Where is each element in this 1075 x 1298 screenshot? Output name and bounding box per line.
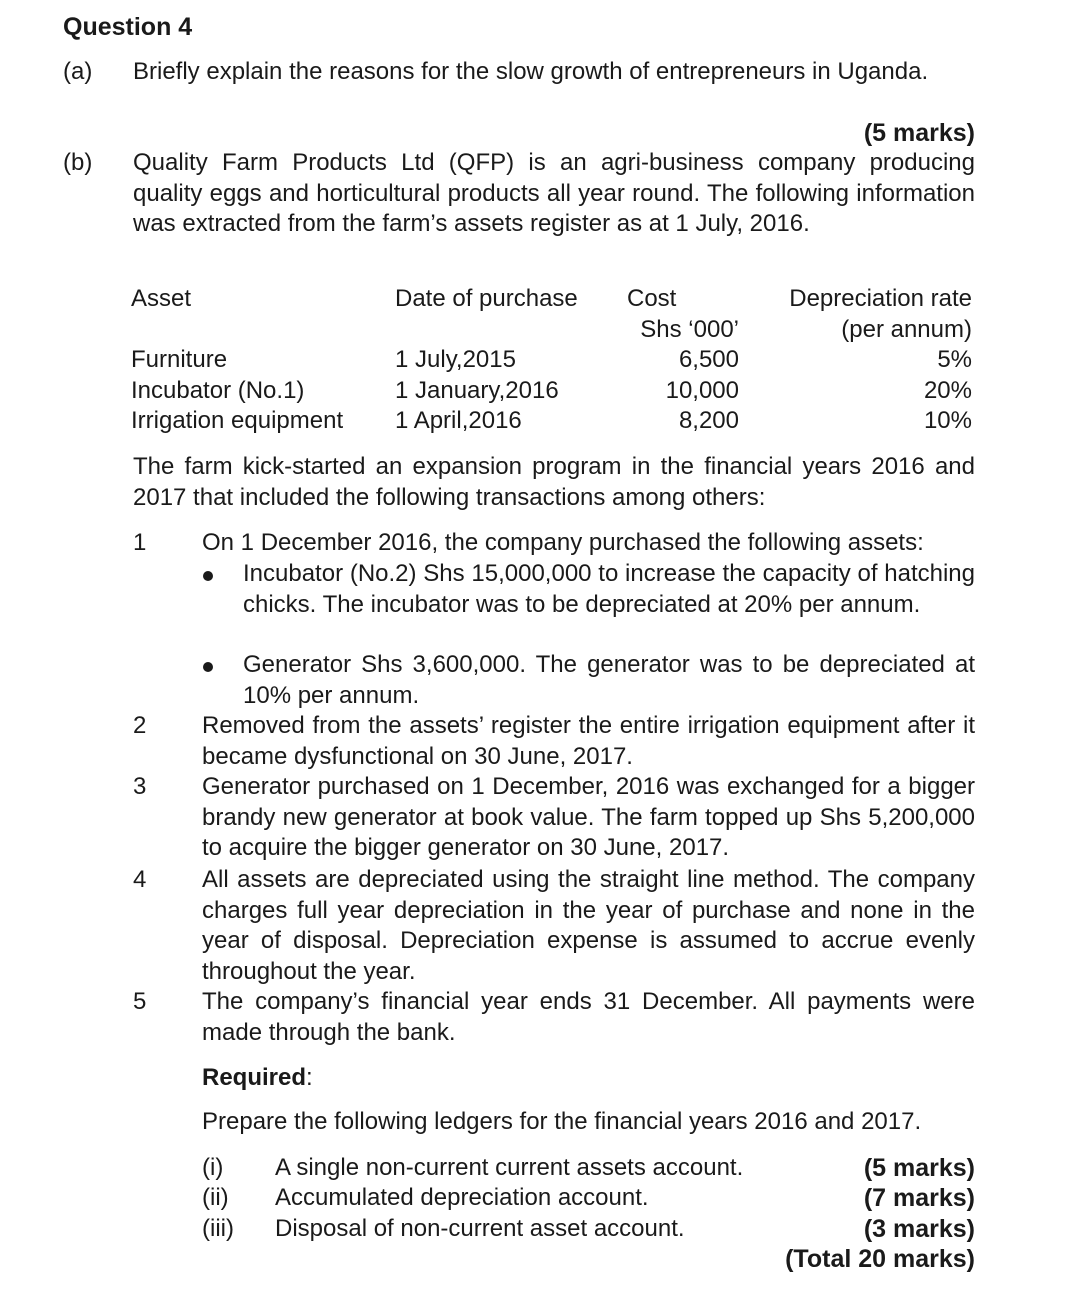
- part-a-label: (a): [63, 58, 93, 85]
- header-date: Date of purchase: [395, 285, 578, 312]
- bullet-text: Incubator (No.2) Shs 15,000,000 to increase the capacity of hatching chicks. The incubator was to be depreciated at 20% per annum.: [243, 560, 975, 618]
- required-item: [202, 1183, 975, 1213]
- question-title: Question 4: [63, 13, 193, 41]
- table-header-row: [131, 284, 979, 315]
- required-item: [202, 1214, 975, 1244]
- required-item-number: (ii): [202, 1184, 229, 1211]
- expansion-text: The farm kick-started an expansion program in the financial years 2016 and 2017 that included the following transactions among others:: [133, 453, 975, 511]
- header-asset: Asset: [131, 285, 192, 312]
- cell-rate: 20%: [923, 376, 972, 404]
- required-item-text: Disposal of non-current asset account.: [275, 1215, 685, 1242]
- bullet-icon: [203, 571, 213, 581]
- cell-date: 1 April,2016: [395, 407, 522, 434]
- cell-asset: Irrigation equipment: [131, 407, 344, 434]
- cell-rate: 5%: [937, 346, 972, 373]
- cell-asset: Incubator (No.1): [131, 376, 305, 404]
- required-item-marks: (5 marks): [863, 1154, 975, 1182]
- required-item-text: Accumulated depreciation account.: [275, 1184, 649, 1211]
- transaction-text: All assets are depreciated using the straight line method. The company charges full year depreciation in the year of purchase and none in the year of disposal. Depreciation expense is assumed to accrue evenly throughout the year.: [202, 866, 975, 985]
- cell-cost: 6,500: [678, 346, 739, 373]
- header-rate: Depreciation rate: [789, 285, 972, 312]
- transaction-number: 4: [133, 866, 147, 893]
- part-a-text: Briefly explain the reasons for the slow growth of entrepreneurs in Uganda.: [133, 58, 929, 85]
- required-item-text: A single non-current current assets account.: [275, 1154, 744, 1181]
- part-b-label: (b): [63, 149, 93, 176]
- table-header-row: [131, 315, 979, 346]
- required-heading-wrap: [202, 1063, 313, 1094]
- part-a-marks: (5 marks): [863, 119, 975, 147]
- total-marks: (Total 20 marks): [785, 1245, 975, 1273]
- part-b-intro: Quality Farm Products Ltd (QFP) is an agri-business company producing quality eggs and horticultural products all year round. The following information was extracted from the farm’s assets register as at 1 July, 2016.: [133, 149, 975, 237]
- transaction-number: 1: [133, 529, 147, 556]
- transaction-number: 3: [133, 773, 147, 800]
- required-item: [202, 1153, 975, 1183]
- cell-cost: 10,000: [665, 376, 739, 404]
- cell-date: 1 January,2016: [395, 376, 559, 404]
- transaction-text: Removed from the assets’ register the entire irrigation equipment after it became dysfunctional on 30 June, 2017.: [202, 712, 975, 770]
- required-item-marks: (7 marks): [863, 1184, 975, 1212]
- asset-register-table: [131, 284, 979, 437]
- bullet-icon: [203, 662, 213, 672]
- header-cost: Cost: [627, 285, 677, 312]
- header-rate-unit: (per annum): [841, 315, 972, 343]
- table-row: [131, 345, 979, 376]
- required-heading: Required: [202, 1064, 307, 1091]
- cell-asset: Furniture: [131, 346, 228, 373]
- transaction-text: Generator purchased on 1 December, 2016 was exchanged for a bigger brandy new generator at book value. The farm topped up Shs 5,200,000 to acquire the bigger generator on 30 June, 2017.: [202, 773, 975, 861]
- table-row: [131, 406, 979, 437]
- transaction-number: 5: [133, 988, 147, 1015]
- required-item-number: (i): [202, 1154, 224, 1181]
- cell-date: 1 July,2015: [395, 346, 516, 373]
- table-row: [131, 376, 979, 407]
- transaction-text: On 1 December 2016, the company purchased the following assets:: [202, 529, 924, 556]
- cell-cost: 8,200: [678, 407, 739, 434]
- required-colon: :: [306, 1064, 313, 1091]
- required-instruction: Prepare the following ledgers for the financial years 2016 and 2017.: [202, 1108, 922, 1135]
- required-item-number: (iii): [202, 1215, 234, 1242]
- bullet-text: Generator Shs 3,600,000. The generator was to be depreciated at 10% per annum.: [243, 651, 975, 709]
- cell-rate: 10%: [923, 407, 972, 434]
- header-cost-unit: Shs ‘000’: [640, 315, 739, 343]
- transaction-number: 2: [133, 712, 147, 739]
- required-item-marks: (3 marks): [863, 1215, 975, 1243]
- transaction-text: The company’s financial year ends 31 December. All payments were made through the bank.: [202, 988, 975, 1046]
